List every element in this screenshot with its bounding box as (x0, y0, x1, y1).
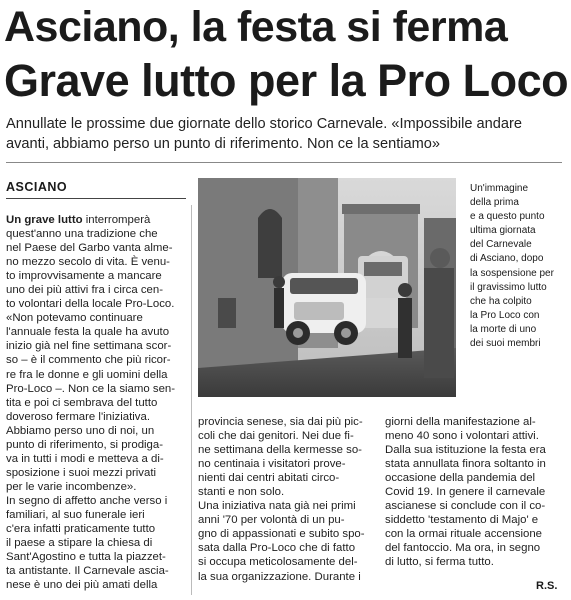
article-line: Abbiamo perso uno di noi, un (6, 424, 155, 437)
article-line: per le varie incombenze». (6, 480, 137, 493)
article-line: to improvvisamente a mancare (6, 270, 162, 283)
caption-line: che ha colpito (470, 295, 532, 307)
article-line (6, 213, 186, 227)
section-label: ASCIANO (6, 180, 68, 194)
article-line: gno di appassionati e subito spo- (198, 528, 365, 541)
article-line: no centinaia i visitatori prove- (198, 458, 346, 471)
article-line: familiari, al suo funerale ieri (6, 508, 145, 521)
headline-line-2: Grave lutto per la Pro Loco (4, 55, 569, 106)
caption-line: della prima (470, 197, 519, 209)
caption-line: la Pro Loco con (470, 309, 540, 321)
article-column-1 (6, 213, 186, 592)
column-divider (191, 205, 192, 595)
article-line: Una iniziativa nata già nei primi (198, 500, 356, 513)
article-line: ne settimana della kermesse so- (198, 444, 362, 457)
article-line: giorni della manifestazione al- (385, 416, 536, 428)
caption-line: ultima giornata (470, 225, 536, 237)
caption-line: e a questo punto (470, 211, 545, 223)
article-line: nese è uno dei più amati della (6, 579, 158, 592)
article-line: si occupa meticolosamente del- (198, 556, 358, 569)
article-line: tita e poi ci sembrava del tutto (6, 396, 158, 409)
article-line: to volontari della locale Pro-Loco. (6, 298, 175, 311)
article-line: siddetto 'testamento di Majo' e (385, 514, 539, 527)
article-line: Sant'Agostino e tutta la piazzet- (6, 551, 166, 564)
article-line: del fantoccio. Ma ora, in segno (385, 542, 541, 555)
news-photo (198, 178, 456, 397)
article-line: so – è il commento che più ricor- (6, 354, 171, 367)
article-line: sata dalla Pro-Loco che di fatto (198, 542, 356, 555)
article-line: ta antistante. Il Carnevale ascia- (6, 565, 169, 578)
article-line: va in tutti i modi e metteva a di- (6, 452, 164, 465)
headline-line-1: Asciano, la festa si ferma (4, 3, 508, 51)
article-line: Pro-Loco –. Non ce la siamo sen- (6, 382, 176, 395)
article-line: meno 40 sono i volontari attivi. (385, 430, 539, 443)
section-divider (6, 198, 186, 199)
caption-line: Un'immagine (470, 183, 529, 194)
top-divider (6, 162, 562, 163)
article-line: sposizione i suoi mezzi privati (6, 466, 157, 479)
article-line: punto di riferimento, si prodiga- (6, 438, 164, 451)
article-line: Dalla sua istituzione la festa era (385, 444, 546, 457)
article-line: l'annuale festa la quale ha avuto (6, 326, 170, 339)
author-signature: R.S. (536, 580, 558, 592)
article-line: In segno di affetto anche verso i (6, 494, 168, 507)
article-line: provincia senese, sia dai più pic- (198, 416, 363, 428)
lead-phrase: Un grave lutto (6, 214, 83, 226)
article-line: re fra le donne e gli uomini della (6, 368, 168, 381)
article-line: il paese a stipare la chiesa di (6, 537, 153, 550)
article-column-3 (385, 415, 563, 570)
caption-line: la sospensione per (470, 267, 554, 279)
article-line: Covid 19. In genere il carnevale (385, 486, 546, 499)
caption-line: dei suoi membri (470, 338, 541, 350)
article-line: uno dei più attivi fra i circa cen- (6, 284, 164, 297)
article-line: ascianese si conclude con il co- (385, 500, 546, 513)
article-line: doveroso fermare l'iniziativa. (6, 410, 150, 423)
article-line: stanti e non solo. (198, 486, 285, 499)
article-line: no mezzo secolo di vita. È venu- (6, 256, 170, 269)
article-line: nienti dai centri abitati circo- (198, 472, 340, 485)
article-line: «Non potevamo continuare (6, 312, 143, 325)
article-line: coli che dai genitori. Nei due fi- (198, 430, 354, 443)
article-line: anni '70 per volontà di un pu- (198, 514, 345, 527)
article-line: quest'anno una tradizione che (6, 228, 158, 241)
caption-line: il gravissimo lutto (470, 281, 547, 293)
article-line: con la ormai rituale accensione (385, 528, 543, 541)
article-line: di lutto, si ferma tutto. (385, 556, 494, 569)
subheading: Annullate le prossime due giornate dello storico Carnevale. «Impossibile andare avanti, abbiamo perso un punto di riferimento. Non ce la sentiamo» (6, 116, 522, 152)
caption-line: di Asciano, dopo (470, 253, 544, 265)
caption-line: la morte di uno (470, 323, 537, 335)
photo-illustration (198, 178, 456, 397)
lead-rest: interromperà (82, 214, 151, 226)
article-line: occasione della pandemia del (385, 472, 536, 485)
article-line: c'era infatti praticamente tutto (6, 523, 156, 536)
article-line: inizio già nel fine settimana scor- (6, 340, 172, 353)
article-column-2 (198, 415, 376, 584)
article-line: stata annullata finora soltanto in (385, 458, 546, 471)
article-line: la sua organizzazione. Durante i (198, 570, 361, 583)
article-line: nel Paese del Garbo vanta alme- (6, 242, 173, 255)
caption-line: del Carnevale (470, 239, 532, 251)
photo-caption (470, 182, 566, 351)
